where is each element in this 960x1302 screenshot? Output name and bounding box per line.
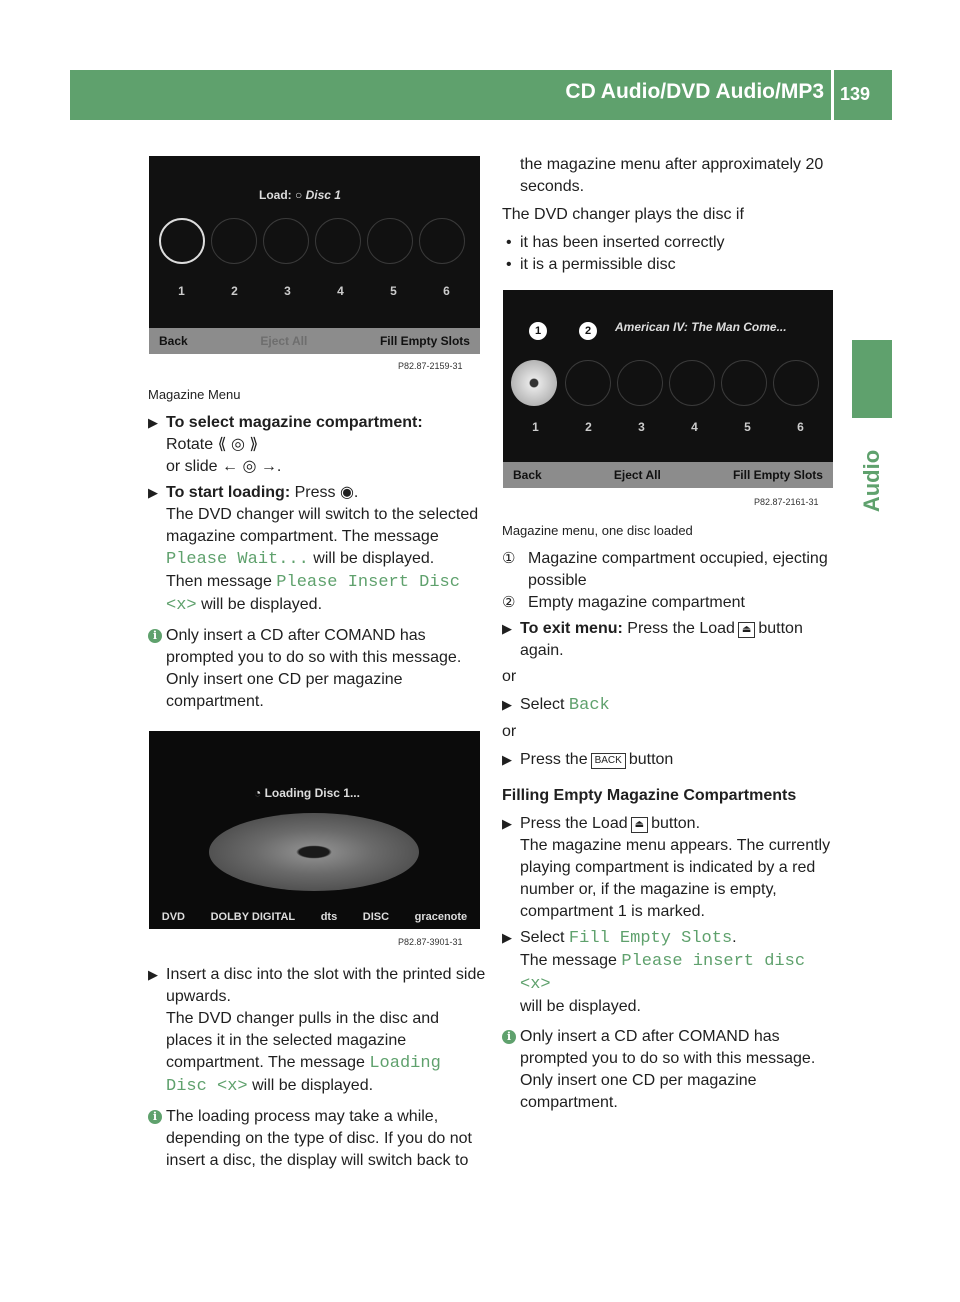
magazine-menu-loaded-screenshot: [503, 290, 833, 488]
slot-6: [419, 218, 465, 264]
step-arrow-icon: ▶: [148, 415, 158, 430]
info-icon: i: [148, 629, 162, 643]
step-select-fill: ▶ Select Fill Empty Slots. The message Please insert disc <x> will be displayed.: [502, 929, 806, 1015]
info-icon: i: [502, 1030, 516, 1044]
clock-icon: ◔: [254, 786, 262, 800]
figure-ref: P82.87-2159-31: [398, 361, 463, 371]
dts-logo: dts: [320, 911, 338, 923]
disc-logo: DISC: [362, 911, 390, 923]
figure-caption: Magazine Menu: [148, 387, 241, 402]
figure-ref: P82.87-3901-31: [398, 937, 463, 947]
magazine-menu-screenshot: [149, 156, 480, 354]
callout-legend-2: ② Empty magazine compartment: [502, 594, 745, 611]
loaded-disc-icon: [511, 360, 557, 406]
dolby-logo: DOLBY DIGITAL: [210, 911, 296, 923]
page-number: 139: [840, 84, 871, 104]
info-note: i The loading process may take a while, depending on the type of disc. If you do not insert a disc, the display will switch back to: [148, 1106, 486, 1172]
info-note: i Only insert a CD after COMAND has prompted you to do so with this message. Only insert one CD per magazine compartment.: [502, 1026, 840, 1114]
loading-disc-screenshot: [149, 731, 480, 929]
header-divider: [831, 70, 834, 120]
loading-label: ◔ Loading Disc 1...: [254, 786, 360, 800]
slot-4: [669, 360, 715, 406]
left-column-lower: [148, 964, 486, 1178]
or-text: or: [502, 668, 517, 685]
step-start-loading: ▶ To start loading: Press ◉. The DVD changer will switch to the selected magazine compartment. The message Please Wait... will be displayed. Then message Please Insert Disc <x> will be displayed.: [148, 484, 479, 615]
continued-text: the magazine menu after approximately 20 seconds.: [520, 156, 824, 195]
step-press-load: ▶ Press the Load ⏏ button. The magazine menu appears. The currently playing compartment is indicated by a red number or, if the magazine is empty, compartment 1 is marked.: [502, 815, 831, 920]
page-header: [70, 70, 892, 120]
callout-legend-1: ① Magazine compartment occupied, ejecting possible: [502, 550, 828, 589]
side-tab-label: Audio: [859, 449, 884, 513]
info-note: i Only insert a CD after COMAND has prompted you to do so with this message. Only insert one CD per magazine compartment.: [148, 625, 483, 713]
back-softkey: Back: [513, 468, 542, 482]
back-key-icon: BACK: [591, 753, 626, 769]
side-tab-marker: [852, 340, 892, 418]
load-key-icon: ⏏: [738, 622, 755, 638]
fill-empty-slots-softkey: Fill Empty Slots: [379, 334, 470, 348]
callout-2: 2: [579, 322, 597, 340]
step-arrow-icon: ▶: [148, 967, 158, 982]
slot-3: [263, 218, 309, 264]
bullet-item: • it has been inserted correctly: [506, 234, 725, 251]
step-arrow-icon: ▶: [502, 816, 512, 831]
slot-row: [565, 360, 825, 406]
logo-row: [149, 911, 480, 923]
step-select-back: ▶ Select Back: [502, 696, 610, 715]
step-arrow-icon: ▶: [148, 485, 158, 500]
disc-image: [209, 813, 419, 891]
info-icon: i: [148, 1110, 162, 1124]
load-line: Load: ○ Disc 1: [259, 188, 341, 202]
step-arrow-icon: ▶: [502, 697, 512, 712]
plays-text: The DVD changer plays the disc if: [502, 206, 744, 223]
slot-numbers: 1 2 3 4 5 6: [532, 420, 804, 434]
step-press-back: ▶ Press the BACK button: [502, 749, 840, 771]
eject-all-softkey: Eject All: [613, 468, 661, 482]
step-insert-disc: ▶ Insert a disc into the slot with the printed side upwards. The DVD changer pulls in the disc and places it in the selected magazine compartment. The message Loading Disc <x> will be displayed.: [148, 966, 486, 1096]
slot-row: [159, 218, 471, 264]
step-arrow-icon: ▶: [502, 621, 512, 636]
slot-5: [721, 360, 767, 406]
callout-1: 1: [529, 322, 547, 340]
slot-3: [617, 360, 663, 406]
slot-2: [211, 218, 257, 264]
figure-caption: Magazine menu, one disc loaded: [502, 523, 693, 538]
right-column: [502, 154, 838, 276]
track-line: American IV: The Man Come...: [615, 320, 787, 334]
slot-6: [773, 360, 819, 406]
slot-2: [565, 360, 611, 406]
slot-numbers: 1 2 3 4 5 6: [178, 284, 450, 298]
step-exit-menu: ▶ To exit menu: Press the Load ⏏ button again.: [502, 620, 803, 659]
figure-ref: P82.87-2161-31: [754, 497, 819, 507]
slot-5: [367, 218, 413, 264]
fill-empty-slots-softkey: Fill Empty Slots: [732, 468, 823, 482]
section-title: CD Audio/DVD Audio/MP3: [565, 80, 824, 103]
step-arrow-icon: ▶: [502, 930, 512, 945]
load-key-icon: ⏏: [631, 817, 648, 833]
section-heading: Filling Empty Magazine Compartments: [502, 787, 797, 804]
step-arrow-icon: ▶: [502, 752, 512, 767]
slot-4: [315, 218, 361, 264]
right-column-lower: [502, 520, 840, 1120]
or-text: or: [502, 723, 517, 740]
dvd-logo: DVD: [161, 911, 186, 923]
slot-1: [159, 218, 205, 264]
bullet-item: • it is a permissible disc: [506, 256, 676, 273]
eject-all-softkey: Eject All: [260, 334, 308, 348]
left-column: [148, 384, 483, 719]
step-select-compartment: ▶ To select magazine compartment: Rotate ⟪ ◎ ⟫ or slide ← ◎ →.: [148, 414, 423, 475]
softkey-bar: [149, 328, 480, 354]
softkey-bar: [503, 462, 833, 488]
back-softkey: Back: [159, 334, 188, 348]
gracenote-logo: gracenote: [414, 911, 468, 923]
